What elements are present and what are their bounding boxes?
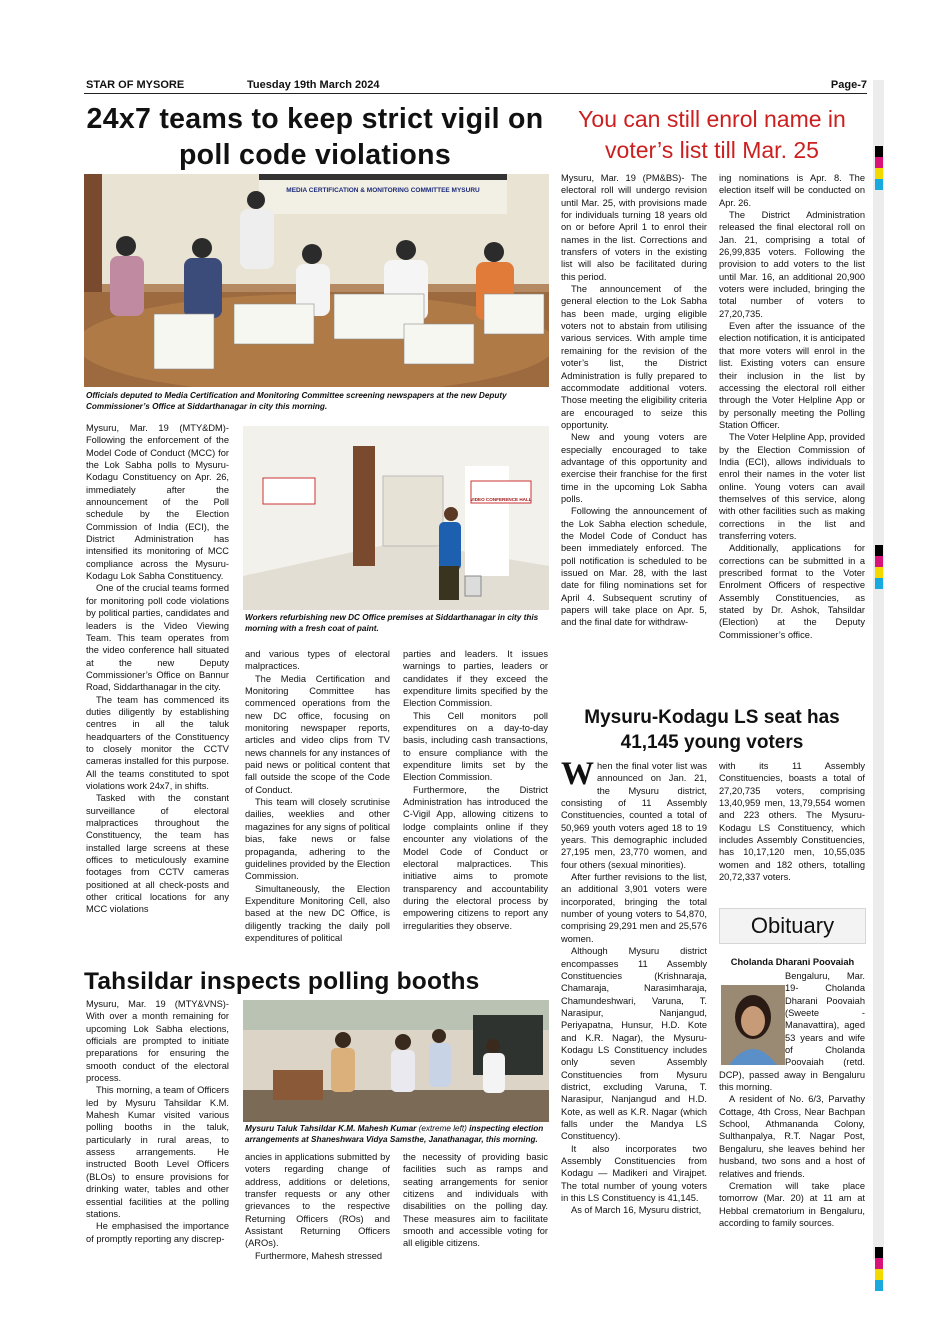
paragraph: New and young voters are especially encouraged to take advantage of this opportunity and exercise their franchise for the first time in the upcoming Lok Sabha polls.: [561, 432, 707, 504]
caption-rest: inspecting election arrangements at Shaneshwara Vidya Samsthe, Janathanagar, this morning.: [245, 1124, 544, 1144]
paragraph: As of March 16, Mysuru district,: [571, 1205, 702, 1216]
obituary-name: Cholanda Dharani Poovaiah: [730, 957, 855, 967]
registration-marks-3: [875, 1247, 883, 1291]
paragraph: Following the announcement of the Lok Sabha election schedule, the Model Code of Conduct has been immediately enforced. The poll notification is scheduled to be issued on Mar. 28, with the last date for filing nominations set for April 4. Subsequent scrutiny of papers will take place on Apr. 5, and the final date for withdraw-: [561, 506, 707, 628]
masthead-rule: [84, 93, 867, 94]
obituary-text: [719, 970, 865, 1229]
story3-headline: You can still enrol name in voter’s list till Mar. 25: [578, 106, 846, 163]
paragraph: It also incorporates two Assembly Constituencies from Kodagu — Madikeri and Virajpet. The total number of young voters in this LS Constituency is 41,145.: [561, 1143, 707, 1204]
paragraph: Additionally, applications for corrections can be submitted in a prescribed format to the Voter Enrolment Officers of respective Assembly Constituencies, as stated by Dr. Ashok, Tahsildar (Election) at the Deputy Commissioner’s office.: [719, 543, 865, 640]
story1-photo2: [243, 426, 549, 610]
paragraph: The District Administration released the final electoral roll on Jan. 21, comprising a total of 26,99,835 voters. Following the provision to add voters to the list until Mar. 16, an additional 20,900 voters were included, bringing the total number of voters to 27,20,735.: [719, 210, 865, 319]
story3-column-1: [561, 172, 707, 629]
story4-headline: Mysuru-Kodagu LS seat has 41,145 young voters: [584, 707, 840, 753]
photo2-sign: VIDEO CONFERENCE HALL: [470, 497, 532, 502]
paragraph: The announcement of the general election to the Lok Sabha has been made, urging eligible voters not to abstain from utilising various services. With ample time remaining for the revision of the voter’s list, the District Administration is fully prepared to accommodate additional voters. Those meeting the eligibility criteria are encouraged to seize this opportunity.: [561, 284, 707, 430]
page-number: Page-7: [830, 79, 867, 91]
issue-date: Tuesday 19th March 2024: [247, 79, 380, 91]
paragraph: Furthermore, Mahesh stressed: [255, 1250, 383, 1261]
story1-headline: 24x7 teams to keep strict vigil on poll code violations: [86, 103, 544, 171]
photo-signboard-text: MEDIA CERTIFICATION & MONITORING COMMITTEE MYSURU: [286, 187, 480, 194]
paragraph: Cremation will take place tomorrow (Mar. 20) at 11 am at Hebbal crematorium in Bengaluru, according to family sources.: [719, 1180, 865, 1228]
paragraph: The team has commenced its duties diligently by establishing centres in all the taluk headquarters of the Constituency to closely monitor the CCTV cameras installed for this purpose. All the teams constituted to spot violations work 24x7, in shifts.: [86, 694, 229, 791]
story1-photo2-caption: Workers refurbishing new DC Office premises at Siddarthanagar in city this morning with a fresh coat of paint.: [245, 613, 539, 633]
story2-column-2: [245, 1151, 390, 1262]
paragraph: ancies in applications submitted by voters regarding change of address, additions or deletions, transfer requests or any other grievances to the respective Returning Officers (ROs) and Assistant Returning Officers (AROs).: [245, 1152, 390, 1249]
story2-photo-caption: [245, 1124, 549, 1145]
paragraph: A resident of No. 6/3, Parvathy Cottage, 4th Cross, Near Bachpan School, Athmananda Colony, Sulthanpalya, R.T. Nagar Post, Bengaluru, she leaves behind her husband, two sons and a host of relatives and friends.: [719, 1094, 865, 1179]
caption-lead: Mysuru Taluk Tahsildar K.M. Mahesh Kumar: [245, 1124, 417, 1133]
story4-column-2: [719, 760, 865, 883]
paragraph: and various types of electoral malpractices.: [245, 649, 390, 672]
paragraph: ing nominations is Apr. 8. The election itself will be conducted on Apr. 26.: [719, 173, 865, 208]
paragraph: This morning, a team of Officers led by Mysuru Tahsildar K.M. Mahesh Kumar visited various polling booths in the taluk, particularly in rural areas, to assess arrangements. He instructed Booth Level Officers (BLOs) to ensure provisions for drinking water, tables and other essential facilities at the polling stations.: [86, 1085, 229, 1219]
paragraph: Although Mysuru district encompasses 11 Assembly Constituencies (Krishnaraja, Chamaraja, Narasimharaja, Chamundeshwari, Varuna, T. Narasipur, Nanjangud, Periyapatna, Hunsur, H.D. Kote and K.R. Nagar), the Mysuru-Kodagu LS Constituency includes only seven Assembly Constituencies from Mysuru district, excluding Varuna, T. Narasipur, Nanjangud and H.D. Kote, as well as K.R. Nagar (which falls under the Mandya LS Constituency).: [561, 946, 707, 1142]
paragraph: One of the crucial teams formed for monitoring poll code violations by political parties, candidates and leaders is the Video Viewing Team. This team operates from the video conference hall situated at the new Deputy Commissioner’s Office on Bannur Road, Siddarthanagar in the city.: [86, 583, 229, 693]
story1-photo: [84, 174, 549, 387]
paragraph: Simultaneously, the Election Expenditure Monitoring Cell, also based at the new DC Office, is diligently tracking the daily poll expenditures of political: [245, 883, 390, 943]
paragraph: Mysuru, Mar. 19 (MTY&DM)- Following the enforcement of the Model Code of Conduct (MCC) for the Lok Sabha polls to Mysuru-Kodagu Constituency on Apr. 26, immediately after the announcement of the Poll schedule by the Election Commission of India (ECI), the District Administration has intensified its monitoring of MCC compliance across the Mysuru-Kodagu Lok Sabha Constituency.: [86, 423, 229, 582]
story1-column-3: [403, 648, 548, 932]
story2-photo: [243, 1000, 549, 1122]
paragraph: with its 11 Assembly Constituencies, boasts a total of 27,20,735 voters, comprising 13,40,959 men, 13,79,554 women and 223 others. The Mysuru-Kodagu LS Constituency, which includes Assembly Constituencies, has 10,17,120 men, 10,55,035 women and 182 others, totalling 20,72,337 voters.: [719, 761, 865, 883]
paragraph: Tasked with the constant surveillance of electoral malpractices throughout the Constituency, the team has installed large screens at these offices to meticulously examine footages from CCTV cameras positioned at all check-posts and other critical locations for any MCC violations: [86, 793, 229, 915]
paragraph: This Cell monitors poll expenditures on a day-to-day basis, including cash transactions, to ensure compliance with the expenditure limits set by the Election Commission.: [403, 710, 548, 783]
story2-column-3: [403, 1151, 548, 1250]
paragraph: This team will closely scrutinise dailies, weeklies and other magazines for any signs of political bias, fake news or false propaganda, adhering to the guidelines provided by the Election Commission.: [245, 797, 390, 882]
story2-headline: Tahsildar inspects polling booths: [84, 968, 480, 995]
story1-column-2: [245, 648, 390, 944]
paragraph: Mysuru, Mar. 19 (MTY&VNS)- With over a month remaining for upcoming Lok Sabha elections, officials are prompted to initiate preparations for ensuring the smooth conduct of the electoral process.: [86, 999, 229, 1084]
registration-marks-1: [875, 146, 883, 190]
paragraph: He emphasised the importance of promptly reporting any discrep-: [86, 1221, 229, 1244]
margin-strip: [873, 80, 884, 1260]
drop-cap: W: [561, 756, 594, 792]
paper-name: STAR OF MYSORE: [86, 79, 185, 91]
story4-column-1: [561, 756, 707, 1217]
paragraph: parties and leaders. It issues warnings to parties, leaders or candidates if they exceed the expenditure limits specified by the Election Commission.: [403, 649, 548, 709]
obituary-title: Obituary: [750, 913, 835, 938]
story1-column-1: [86, 422, 229, 916]
paragraph: Furthermore, the District Administration has introduced the C-Vigil App, allowing citizens to lodge complaints online if they encounter any violations of the Model Code of Conduct or electoral malpractices. This initiative aims to promote transparency and accountability during the electoral process by empowering citizens to report any irregularities they observe.: [403, 784, 548, 931]
obituary-box: [719, 908, 866, 944]
registration-marks-2: [875, 545, 883, 589]
paragraph: When the final voter list was announced on Jan. 21, the Mysuru district, consisting of 11 Assembly Constituencies, counted a total of 50,969 youth voters aged 18 to 19 years. This demographic included 27,195 men, 23,770 women, and four others (sexual minorities).: [561, 756, 707, 870]
masthead: [86, 79, 867, 93]
paragraph: Even after the issuance of the election notification, it is anticipated that more voters will enrol in the list. Existing voters can ensure their inclusion in the list by accessing the electoral roll either through the Voter Helpline App or by personally meeting the Polling Station Officer.: [719, 321, 865, 430]
story3-column-2: [719, 172, 865, 641]
story1-photo-caption: Officials deputed to Media Certification and Monitoring Committee screening newspapers at the new Deputy Commissioner’s Office at Siddarthanagar in city this morning.: [86, 391, 507, 411]
paragraph: The Voter Helpline App, provided by the Election Commission of India (ECI), allows individuals to enrol their names in the voter list online. Young voters can avail themselves of this service, along with other facilities such as making corrections in the list and transferring voters.: [719, 432, 865, 541]
obituary-intro: Bengaluru, Mar. 19- Cholanda Dharani Poovaiah (Sweete - Manavattira), aged 53 years and wife of Cholanda Poovaiah (retd. DCP), passed away in Bengaluru this morning.: [719, 971, 865, 1093]
paragraph: After further revisions to the list, an additional 3,901 voters were incorporated, bringing the total number of young voters to 54,870, comprising 29,291 men and 25,576 women.: [561, 872, 707, 944]
story2-column-1: [86, 998, 229, 1245]
paragraph: Mysuru, Mar. 19 (PM&BS)- The electoral roll will undergo revision until Mar. 25, with provisions made for individuals turning 18 years old on or before April 1 to enrol their names in the list. Corrections and transfers of voters in the existing list will also be facilitated during this period.: [561, 173, 707, 282]
paragraph: the necessity of providing basic facilities such as ramps and seating arrangements for senior citizens and individuals with disabilities on the polling day. These measures aim to facilitate smooth and accessible voting for all eligible citizens.: [403, 1152, 548, 1249]
caption-aside: (extreme left): [416, 1124, 470, 1133]
paragraph: The Media Certification and Monitoring Committee has commenced operations from the new DC office, focusing on monitoring newspaper reports, articles and video clips from TV news channels for any instances of paid news or political content that fall outside the scope of the Code of Conduct.: [245, 673, 390, 795]
